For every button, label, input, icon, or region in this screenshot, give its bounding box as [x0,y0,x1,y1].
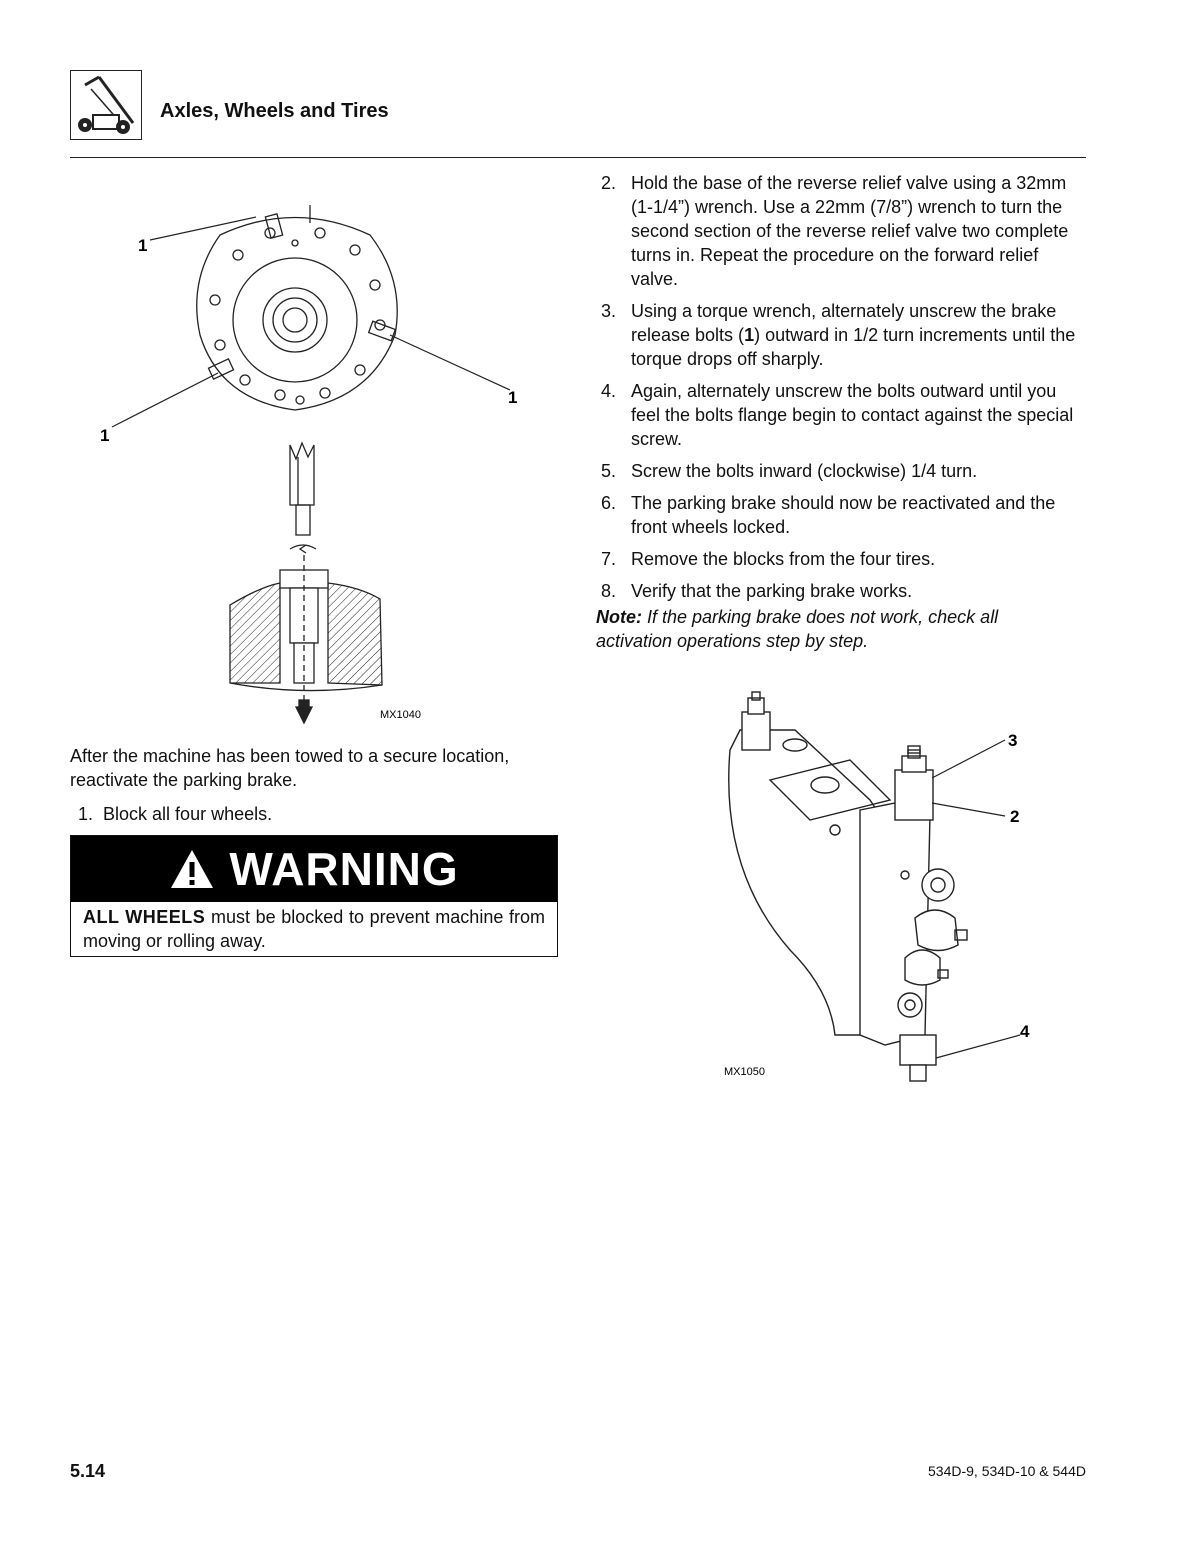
list-item [596,579,1086,603]
step-number: 5. [601,461,617,481]
step-1 [78,802,272,826]
callout-4: 4 [1020,1022,1030,1041]
note-label: Note: [596,607,642,627]
procedure-steps [596,171,1086,611]
valve-block-drawing [729,692,967,1081]
callout-2: 2 [1010,807,1020,826]
list-item [596,547,1086,571]
note [596,605,1076,653]
figure-id-mx1040: MX1040 [380,709,421,721]
list-item [596,491,1086,539]
wrench-bit-drawing [290,443,316,553]
header-divider [70,157,1086,158]
callout-1-top: 1 [138,236,148,255]
note-text: If the parking brake does not work, check all activation operations step by step. [596,607,999,651]
step-number: 2. [601,173,617,193]
callout-1-right: 1 [508,388,518,407]
step-number: 1. [78,804,94,824]
warning-text [83,905,545,953]
step-number: 7. [601,549,617,569]
bolt-cross-section [230,555,382,723]
model-numbers: 534D-9, 534D-10 & 544D [928,1463,1086,1479]
warning-triangle-icon [169,848,215,890]
warning-banner [71,836,557,902]
callout-1-left: 1 [100,426,110,445]
figure-valve-block [700,690,1060,1090]
warning-box [70,835,558,957]
page-number: 5.14 [70,1461,106,1481]
step-text: Remove the blocks from the four tires. [631,549,936,569]
brake-hub-drawing [197,205,397,410]
step-number: 6. [601,493,617,513]
step-text: Using a torque wrench, alternately unscrew the brake release bolts ( [631,301,1057,345]
list-item [596,299,1086,371]
warning-title: WARNING [229,843,459,895]
list-item [596,171,1086,291]
step-number: 4. [601,381,617,401]
section-title: Axles, Wheels and Tires [160,100,389,122]
step-text: The parking brake should now be reactivated and the front wheels locked. [631,493,1056,537]
warning-rest: must be blocked to prevent machine from moving or rolling away. [83,907,545,951]
step-text: Again, alternately unscrew the bolts outward until you feel the bolts flange begin to contact against the special screw. [631,381,1074,449]
step-text: Verify that the parking brake works. [631,581,913,601]
step-number: 3. [601,301,617,321]
forklift-icon [70,70,142,140]
list-item [596,459,1086,483]
list-item [596,379,1086,451]
intro-paragraph: After the machine has been towed to a secure location, reactivate the parking brake. [70,746,510,790]
step-text: Hold the base of the reverse relief valve using a 32mm (1-1/4”) wrench. Use a 22mm (7/8”) wrench to turn the second section of the reverse relief valve two complete turns in. Repeat the procedure on the forward relief valve. [631,173,1069,289]
step-ref: 1 [744,325,755,345]
warning-bold: ALL WHEELS [83,907,206,927]
callout-3: 3 [1008,731,1018,750]
step-text: Block all four wheels. [103,804,273,824]
step-text: Screw the bolts inward (clockwise) 1/4 turn. [631,461,978,481]
step-number: 8. [601,581,617,601]
figure-id-mx1050: MX1050 [724,1066,765,1078]
step-text: ) outward in 1/2 turn increments until the torque drops off sharply. [631,325,1076,369]
figure-brake-hub [70,195,560,730]
